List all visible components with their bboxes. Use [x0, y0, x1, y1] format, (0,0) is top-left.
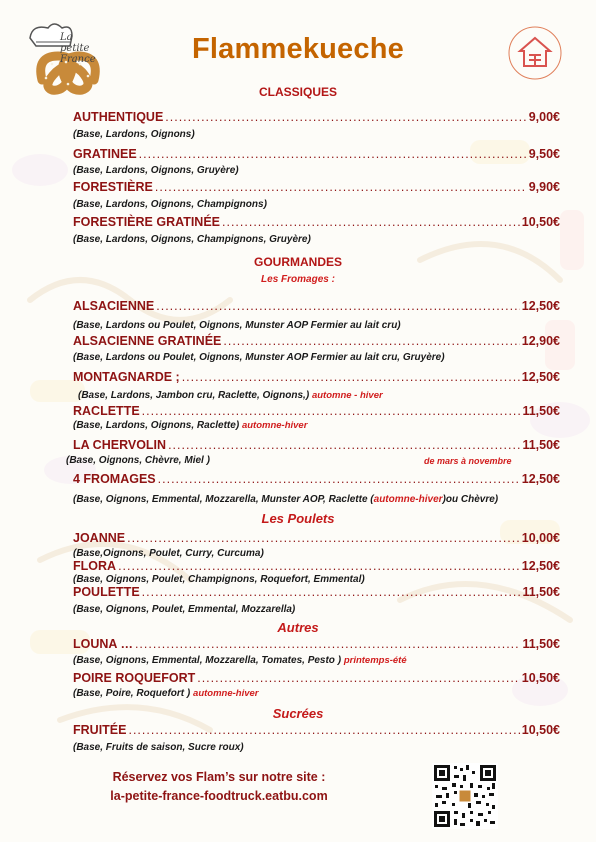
menu-item-alsacienne-gratinee: ALSACIENNE GRATINÉE ..... 12,90€ — [73, 334, 560, 348]
section-autres: Autres — [277, 620, 319, 635]
menu-item-alsacienne: ALSACIENNE ..... 12,50€ — [73, 299, 560, 313]
season-note: printemps-été — [343, 655, 407, 666]
section-sucrees: Sucrées — [272, 706, 324, 721]
item-description: (Base, Lardons, Oignons) — [73, 129, 195, 140]
menu-item-forestiere: FORESTIÈRE ..... 9,90€ — [73, 180, 560, 194]
menu-item-poire-roquefort: POIRE ROQUEFORT ..... 10,50€ — [73, 671, 560, 685]
season-note: de mars à novembre — [424, 456, 512, 466]
menu-item-authentique: AUTHENTIQUE ..... 9,00€ — [73, 110, 560, 124]
item-description: (Base,Oignons, Poulet, Curry, Curcuma) — [73, 548, 264, 559]
website-link[interactable]: la-petite-france-foodtruck.eatbu.com — [110, 789, 328, 803]
item-description: (Base, Lardons, Oignons, Champignons) — [73, 199, 267, 210]
item-description: (Base, Lardons ou Poulet, Oignons, Munster AOP Fermier au lait cru, Gruyère) — [73, 352, 445, 363]
item-description: (Base, Fruits de saison, Sucre roux) — [73, 742, 244, 753]
item-description: (Base, Oignons, Poulet, Champignons, Roquefort, Emmental) — [73, 574, 365, 585]
season-note: automne-hiver — [241, 420, 308, 431]
item-description: (Base, Lardons ou Poulet, Oignons, Munster AOP Fermier au lait cru) — [73, 320, 401, 331]
menu-item-gratinee: GRATINEE ..... 9,50€ — [73, 147, 560, 161]
item-description: (Base, Oignons, Emmental, Mozzarella, Tomates, Pesto ) printemps-été — [73, 655, 407, 666]
reservation-info — [84, 768, 354, 806]
menu-item-la-chervolin: LA CHERVOLIN ..... 11,50€ — [73, 438, 560, 452]
item-description: (Base, Poire, Roquefort ) automne-hiver — [73, 688, 259, 699]
page-title: Flammekueche — [192, 33, 404, 65]
season-note: automne-hiver — [193, 688, 259, 699]
season-note: automne - hiver — [311, 390, 383, 401]
item-description: (Base, Lardons, Jambon cru, Raclette, Oignons,) automne - hiver — [78, 390, 383, 401]
item-description: (Base, Oignons, Chèvre, Miel ) — [66, 455, 210, 466]
reservation-text: Réservez vos Flam’s sur notre site : — [112, 770, 326, 784]
logo-text: La petite France — [60, 32, 96, 65]
section-gourmandes: GOURMANDES — [253, 255, 342, 269]
menu-item-joanne: JOANNE ..... 10,00€ — [73, 531, 560, 545]
home-cooking-seal — [506, 24, 564, 82]
qr-code-icon — [432, 763, 498, 829]
menu-item-forestiere-gratinee: FORESTIÈRE GRATINÉE ..... 10,50€ — [73, 215, 560, 229]
house-seal-icon — [506, 24, 564, 82]
qr-code[interactable] — [432, 763, 498, 829]
item-description: (Base, Oignons, Poulet, Emmental, Mozzarella) — [73, 604, 296, 615]
menu-item-raclette: RACLETTE ..... 11,50€ — [73, 404, 560, 418]
season-note: automne-hiver — [373, 494, 443, 505]
section-classiques: CLASSIQUES — [258, 85, 337, 99]
menu-item-louna: LOUNA … ..... 11,50€ — [73, 637, 560, 651]
menu-item-4-fromages: 4 FROMAGES ..... 12,50€ — [73, 472, 560, 486]
subsection-fromages: Les Fromages : — [261, 274, 335, 285]
section-poulets: Les Poulets — [261, 511, 335, 526]
menu-item-montagnarde: MONTAGNARDE ; ..... 12,50€ — [73, 370, 560, 384]
menu-item-fruitee: FRUITÉE ..... 10,50€ — [73, 723, 560, 737]
menu-item-poulette: POULETTE ..... 11,50€ — [73, 585, 560, 599]
item-description: (Base, Lardons, Oignons, Gruyère) — [73, 165, 239, 176]
item-description: (Base, Lardons, Oignons, Raclette) automne-hiver — [73, 420, 308, 431]
item-description: (Base, Lardons, Oignons, Champignons, Gruyère) — [73, 234, 311, 245]
item-description: (Base, Oignons, Emmental, Mozzarella, Munster AOP, Raclette (automne-hiver)ou Chèvre) — [73, 494, 499, 505]
menu-item-flora: FLORA ..... 12,50€ — [73, 559, 560, 573]
